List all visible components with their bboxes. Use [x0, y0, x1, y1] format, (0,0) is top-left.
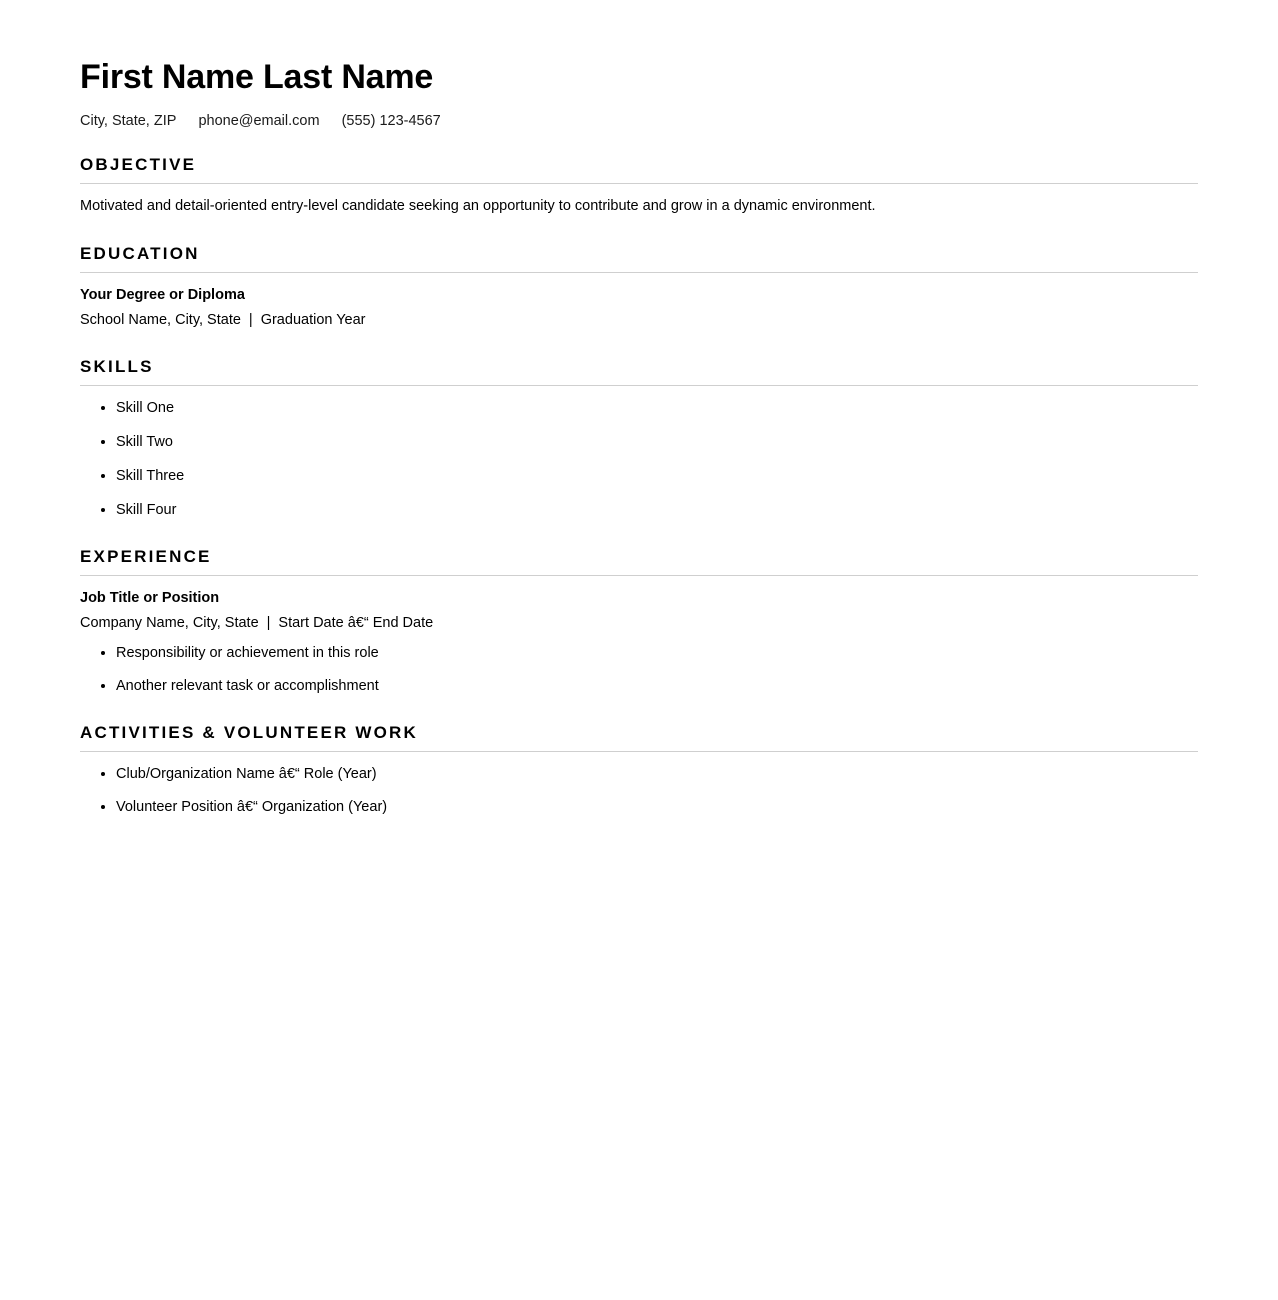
section-title-skills: SKILLS [80, 357, 154, 377]
education-degree: Your Degree or Diploma [80, 286, 245, 303]
education-meta [80, 310, 1198, 332]
section-experience [80, 547, 1198, 697]
education-school: School Name, City, State [80, 311, 241, 328]
list-item: • Responsibility or achievement in this role [116, 643, 1198, 665]
list-item: • Skill Two [116, 432, 1198, 454]
contact-phone: (555) 123-4567 [341, 113, 441, 130]
section-education [80, 244, 1198, 332]
experience-job-title: Job Title or Position [80, 590, 220, 607]
list-item: • Skill Four [116, 500, 1198, 522]
contact-location: City, State, ZIP [80, 113, 177, 130]
education-year: Graduation Year [260, 311, 366, 328]
section-title-education: EDUCATION [80, 243, 200, 263]
education-separator: | [248, 311, 253, 328]
section-divider-activities [80, 751, 1198, 752]
contact-line [80, 113, 1198, 129]
section-title-experience: EXPERIENCE [80, 547, 212, 567]
section-skills [80, 357, 1198, 521]
section-title-activities: ACTIVITIES & VOLUNTEER WORK [80, 723, 419, 743]
list-item: • Another relevant task or accomplishment [116, 676, 1198, 698]
experience-separator: | [266, 615, 271, 632]
experience-bullets [80, 643, 1198, 698]
section-divider-objective [80, 183, 1198, 184]
skills-list [80, 398, 1198, 521]
section-title-objective: OBJECTIVE [80, 155, 197, 175]
section-divider-skills [80, 385, 1198, 386]
section-divider-experience [80, 575, 1198, 576]
list-item: • Skill One [116, 398, 1198, 420]
section-divider-education [80, 272, 1198, 273]
list-item: • Volunteer Position â€“ Organization (Year) [116, 797, 1198, 819]
list-item: • Club/Organization Name â€“ Role (Year) [116, 764, 1198, 786]
experience-company: Company Name, City, State [80, 615, 259, 632]
experience-dates: Start Date â€“ End Date [278, 615, 434, 632]
section-objective [80, 155, 1198, 218]
list-item: • Skill Three [116, 466, 1198, 488]
activities-list [80, 764, 1198, 819]
candidate-name: First Name Last Name [80, 58, 434, 96]
objective-text: Motivated and detail-oriented entry-level candidate seeking an opportunity to contribute and grow in a dynamic environment. [80, 198, 876, 215]
experience-meta [80, 613, 1198, 635]
contact-email: phone@email.com [198, 113, 320, 130]
section-activities [80, 723, 1198, 819]
